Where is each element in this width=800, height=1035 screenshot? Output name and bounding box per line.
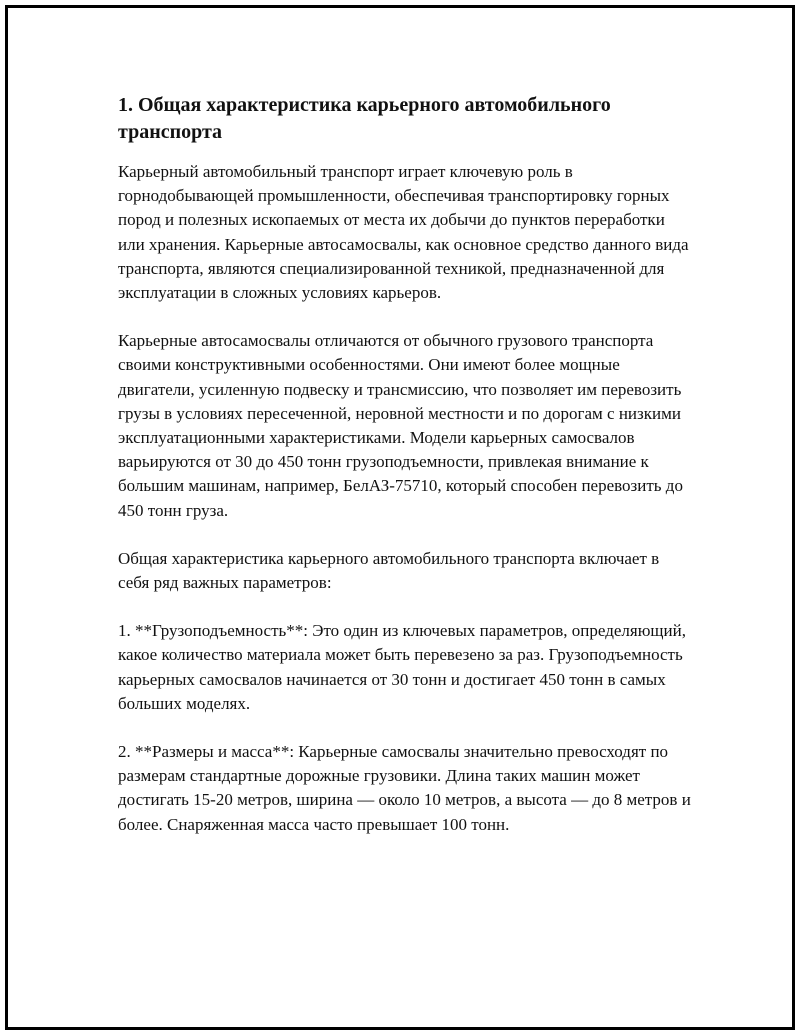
document-body — [118, 92, 693, 861]
paragraph-features: Карьерные автосамосвалы отличаются от обычного грузового транспорта своими конструктивными особенностями. Они имеют более мощные двигатели, усиленную подвеску и трансмиссию, что позволяет им перевозить грузы в условиях пересеченной, неровной местности и по дорогам с низкими эксплуатационными характеристиками. Модели карьерных самосвалов варьируются от 30 до 450 тонн грузоподъемности, привлекая внимание к большим машинам, например, БелАЗ-75710, который способен перевозить до 450 тонн груза. — [118, 331, 683, 520]
list-item-capacity: 1. **Грузоподъемность**: Это один из ключевых параметров, определяющий, какое количество материала может быть перевезено за раз. Грузоподъемность карьерных самосвалов начинается от 30 тонн и достигает 450 тонн в самых больших моделях. — [118, 621, 686, 713]
paragraph-intro: Карьерный автомобильный транспорт играет ключевую роль в горнодобывающей промышленности, обеспечивая транспортировку горных пород и полезных ископаемых от места их добычи до пунктов переработки или хранения. Карьерные автосамосвалы, как основное средство данного вида транспорта, являются специализированной техникой, предназначенной для эксплуатации в сложных условиях карьеров. — [118, 162, 689, 303]
section-heading: 1. Общая характеристика карьерного автомобильного транспорта — [118, 94, 611, 143]
paragraph-parameters-intro: Общая характеристика карьерного автомобильного транспорта включает в себя ряд важных параметров: — [118, 548, 660, 593]
list-item-dimensions: 2. **Размеры и масса**: Карьерные самосвалы значительно превосходят по размерам стандартные дорожные грузовики. Длина таких машин может достигать 15-20 метров, ширина — около 10 метров, а высота — до 8 метров и более. Снаряженная масса часто превышает 100 тонн. — [118, 742, 691, 834]
